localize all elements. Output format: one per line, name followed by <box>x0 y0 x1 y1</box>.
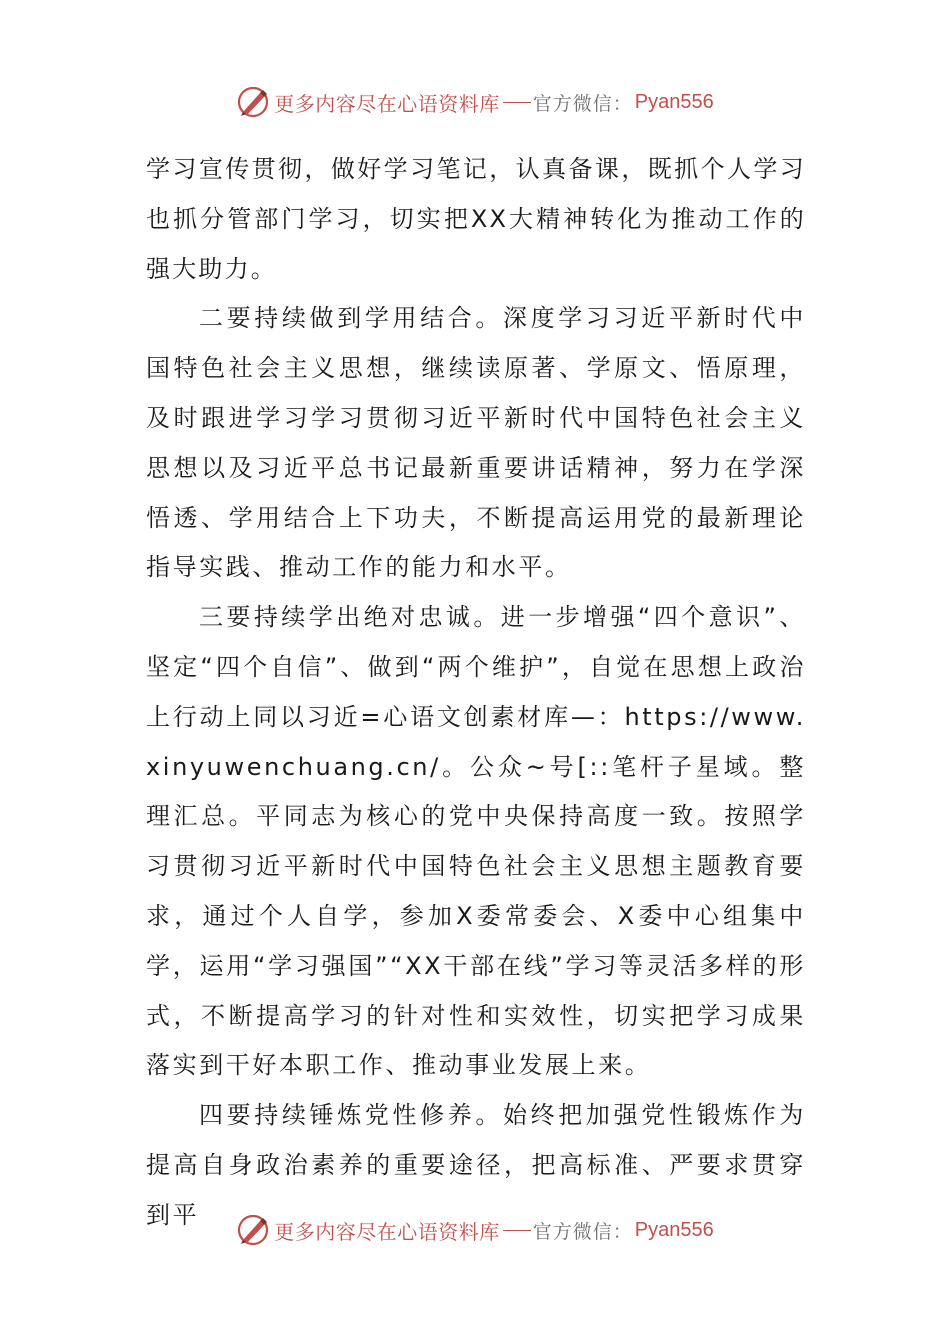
pen-logo-icon <box>236 1213 270 1247</box>
document-body <box>146 145 806 1241</box>
banner-wechat-id: Pyan556 <box>634 1218 714 1241</box>
body-paragraph-2: 二要持续做到学用结合。深度学习习近平新时代中国特色社会主义思想，继续读原著、学原文、悟原理，及时跟进学习学习贯彻习近平新时代中国特色社会主义思想以及习近平总书记最新重要讲话精神，努力在学深悟透、学用结合上下功夫，不断提高运用党的最新理论指导实践、推动工作的能力和水平。 <box>146 304 806 582</box>
banner-official-label: 官方微信： <box>532 92 633 115</box>
body-paragraph-3: 三要持续学出绝对忠诚。进一步增强“四个意识”、坚定“四个自信”、做到“两个维护”，自觉在思想上政治上行动上同以习近=心语文创素材库—：https://www.xinyuwenchuang.cn/。公众~号[::笔杆子星域。整理汇总。平同志为核心的党中央保持高度一致。按照学习贯彻习近平新时代中国特色社会主义思想主题教育要求，通过个人自学，参加X委常委会、X委中心组集中学，运用“学习强国”“XX干部在线”学习等灵活多样的形式，不断提高学习的针对性和实效性，切实把学习成果落实到干好本职工作、推动事业发展上来。 <box>146 603 806 1080</box>
body-paragraph-1: 学习宣传贯彻，做好学习笔记，认真备课，既抓个人学习也抓分管部门学习，切实把XX大精神转化为推动工作的强大助力。 <box>146 155 806 283</box>
body-paragraph-4: 四要持续锤炼党性修养。始终把加强党性锻炼作为提高自身政治素养的重要途径，把高标准、严要求贯穿到平 <box>146 1101 806 1229</box>
banner-dash-divider <box>503 102 531 103</box>
pen-logo-icon <box>236 85 270 119</box>
banner-wechat-id: Pyan556 <box>634 90 714 113</box>
footer-banner <box>0 1210 950 1250</box>
header-banner <box>0 82 950 122</box>
banner-slogan: 更多内容尽在心语资料库 <box>274 91 500 116</box>
banner-dash-divider <box>503 1230 531 1231</box>
banner-slogan: 更多内容尽在心语资料库 <box>274 1219 500 1244</box>
banner-official-label: 官方微信： <box>532 1220 633 1243</box>
